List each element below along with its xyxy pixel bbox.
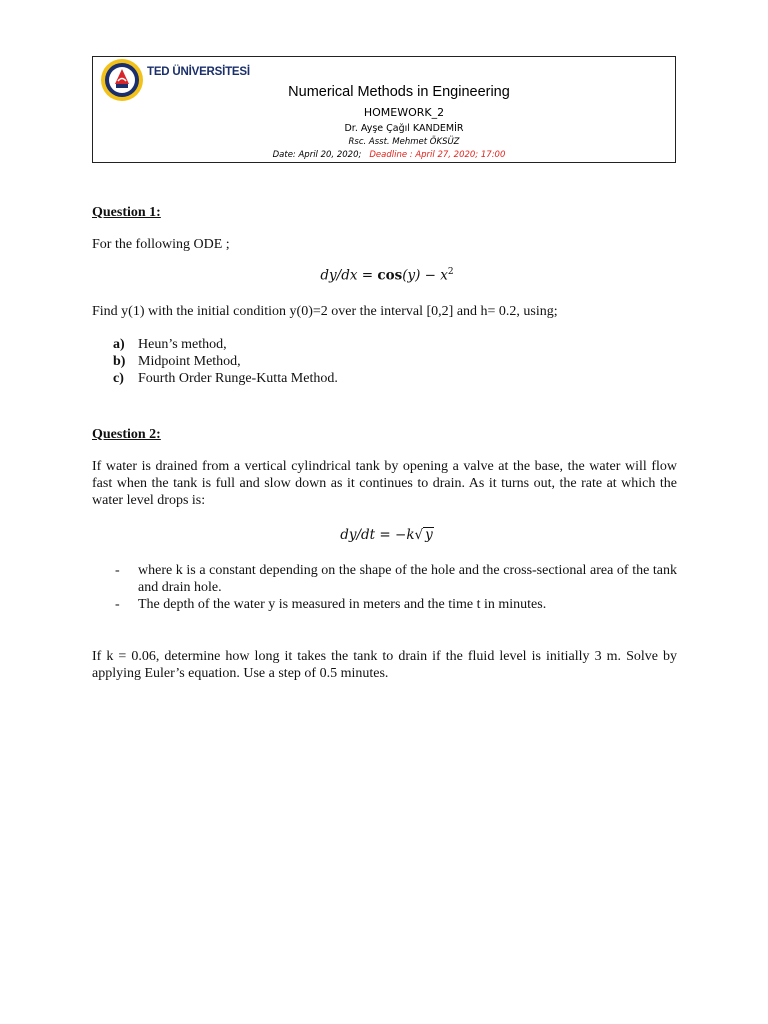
formula-exponent: 2 xyxy=(447,267,454,277)
notes-list xyxy=(113,562,677,613)
homework-title: HOMEWORK_2 xyxy=(363,106,445,119)
date-line xyxy=(93,150,675,160)
list-item: - The depth of the water y is measured in meters and the time t in minutes. xyxy=(115,597,547,612)
question-1-formula xyxy=(0,267,768,284)
formula-equals: = xyxy=(361,267,374,284)
assistant-name: Rsc. Asst. Mehmet ÖKSÜZ xyxy=(348,137,460,147)
question-1-heading: Question 1: xyxy=(92,205,161,220)
list-item: - where k is a constant depending on the shape of the hole and the cross-sectional area of the tank and drain hole. xyxy=(115,563,677,595)
question-2-intro: If water is drained from a vertical cylindrical tank by opening a valve at the base, the water will flow fast when the tank is full and slow down as it continues to drain. As it turns out, the rate at which the water level drops is: xyxy=(92,459,677,508)
university-name: TED ÜNİVERSİTESİ xyxy=(147,66,250,78)
formula-root: y xyxy=(425,527,433,543)
course-title: Numerical Methods in Engineering xyxy=(288,84,510,100)
formula-lhs: dy/dx xyxy=(320,267,358,284)
formula-lhs: dy/dt xyxy=(340,527,376,543)
question-1-task: Find y(1) with the initial condition y(0)=2 over the interval [0,2] and h= 0.2, using; xyxy=(92,304,558,319)
instructor-name: Dr. Ayşe Çağıl KANDEMİR xyxy=(344,123,464,134)
question-2-formula xyxy=(0,527,768,543)
question-2-heading: Question 2: xyxy=(92,427,161,442)
deadline: Deadline : April 27, 2020; 17:00 xyxy=(369,150,506,160)
formula-x: x xyxy=(440,267,448,284)
formula-equals: = xyxy=(379,527,391,543)
question-1-intro: For the following ODE ; xyxy=(92,237,230,252)
issue-date: Date: April 20, 2020; xyxy=(272,150,362,160)
document-header xyxy=(92,56,676,163)
formula-rhs: −k xyxy=(395,527,415,543)
formula-cos: cos xyxy=(377,267,403,284)
formula-arg: (y) xyxy=(402,267,421,284)
formula-minus: − xyxy=(424,267,436,284)
radical-sign: √ xyxy=(414,527,424,543)
question-2-task: If k = 0.06, determine how long it takes the tank to drain if the fluid level is initially 3 m. Solve by applying Euler’s equation. Use a step of 0.5 minutes. xyxy=(92,649,677,681)
